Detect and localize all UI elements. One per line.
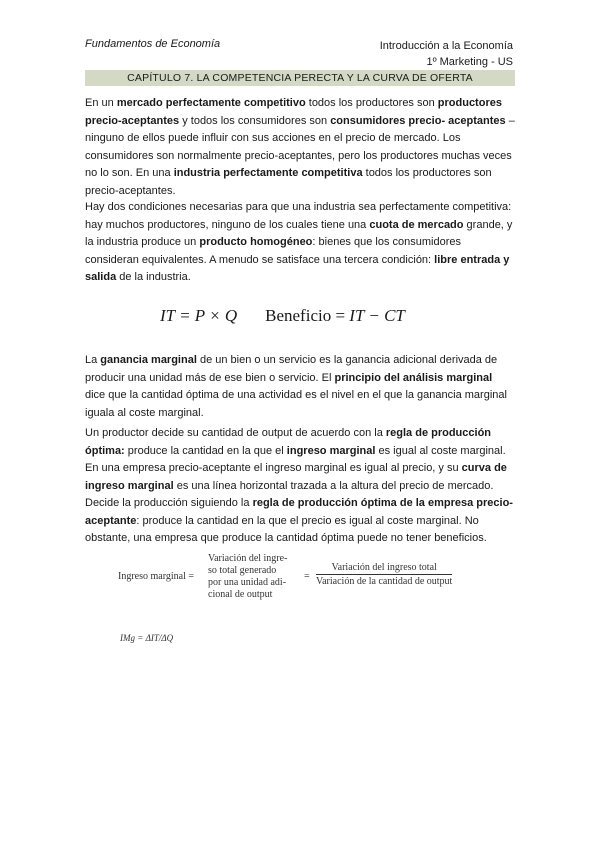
paragraph-conditions (85, 199, 515, 287)
text-run: todos los productores son precio-aceptantes. (85, 167, 492, 197)
bold-term: regla de producción óptima de la empresa precio-aceptante (85, 497, 513, 527)
formula-mr-definition (208, 553, 287, 601)
formula-profit-rhs: IT − CT (349, 306, 405, 325)
formula-it-lhs: IT (160, 306, 175, 325)
text-run: de un bien o un servicio es la ganancia adicional derivada de producir una unidad más de ese bien o servicio. El (85, 354, 498, 384)
chapter-title-banner: CAPÍTULO 7. LA COMPETENCIA PERECTA Y LA CURVA DE OFERTA (85, 70, 515, 86)
text-run: En un (85, 97, 117, 109)
bold-term: regla de producción óptima: (85, 427, 492, 457)
formula-mr-numerator: Variación del ingreso total (316, 562, 452, 575)
bold-term: mercado perfectamente competitivo (116, 97, 306, 109)
header-subject (380, 38, 513, 70)
bold-term: ganancia marginal (100, 354, 197, 366)
paragraph-text (85, 352, 515, 422)
formula-mr-definition-line: cional de output (208, 589, 273, 600)
bold-term: consumidores precio- aceptantes (330, 114, 506, 127)
formula-profit-label: Beneficio = (265, 306, 350, 325)
bold-term: ingreso marginal (286, 444, 376, 457)
text-run: es una línea horizontal trazada a la altura del precio de mercado. Decide la producción siguiendo la (85, 479, 494, 509)
paragraph-text (85, 199, 515, 287)
text-run: grande, y la industria produce un (85, 218, 513, 248)
formula-mr-definition-line: Variación del ingre- (208, 553, 288, 564)
header-subject-line1: Introducción a la Economía (379, 40, 513, 52)
header-course-title: Fundamentos de Economía (85, 38, 221, 50)
text-run: : bienes que los consumidores consideran equivalentes. A menudo se satisface una tercera condición: (85, 236, 461, 266)
text-run: Hay dos condiciones necesarias para que una industria sea perfectamente competitiva: hay muchos productores, ninguno de los cuales tiene una (85, 201, 512, 231)
bold-term: producto homogéneo (199, 236, 313, 248)
bold-term: industria perfectamente competitiva (173, 167, 363, 179)
formula-mr-definition-line: so total generado (208, 565, 277, 576)
paragraph-marginal-gain (85, 352, 515, 422)
formula-mr-fraction (316, 562, 452, 587)
text-run: La (85, 354, 101, 366)
paragraph-perfect-competition (85, 95, 515, 200)
formula-mr-label: Ingreso marginal = (118, 571, 194, 582)
text-run: produce la cantidad en la que el (124, 444, 287, 457)
header-subject-line2: 1º Marketing - US (426, 56, 513, 68)
paragraph-text (85, 95, 515, 200)
text-run: : produce la cantidad en la que el precio es igual al coste marginal. No obstante, una empresa que produce la cantidad óptima puede no tener beneficios. (85, 514, 487, 544)
bold-term: cuota de mercado (369, 218, 464, 231)
formula-img: IMg = ΔIT/ΔQ (120, 633, 174, 643)
text-run: es igual al coste marginal. En una empresa precio-aceptante el ingreso marginal es igual al precio, y su (85, 444, 506, 474)
formula-mr-equals: = (304, 571, 310, 582)
formula-mr-definition-line: por una unidad adi- (208, 577, 287, 588)
formula-it-rhs: = P × Q (174, 306, 238, 325)
bold-term: libre entrada y salida (85, 253, 510, 283)
text-run: –ninguno de ellos puede influir con sus acciones en el precio de mercado. Los consumidores son normalmente precio-aceptantes, pero los productores muchas veces no lo son. En una (85, 114, 515, 179)
bold-term: curva de ingreso marginal (85, 462, 507, 492)
formula-mr-denominator: Variación de la cantidad de output (316, 576, 453, 587)
text-run: dice que la cantidad óptima de una actividad es el nivel en el que la ganancia marginal iguala al coste marginal. (85, 389, 507, 419)
paragraph-text (85, 425, 515, 548)
paragraph-optimal-output-rule (85, 425, 515, 548)
bold-term: productores precio-aceptantes (85, 97, 502, 127)
bold-term: principio del análisis marginal (334, 371, 493, 384)
text-run: y todos los consumidores son (179, 114, 331, 127)
text-run: de la industria. (116, 271, 191, 283)
formula-revenue-profit (160, 306, 405, 326)
text-run: Un productor decide su cantidad de output de acuerdo con la (85, 427, 386, 439)
text-run: todos los productores son (305, 97, 438, 109)
